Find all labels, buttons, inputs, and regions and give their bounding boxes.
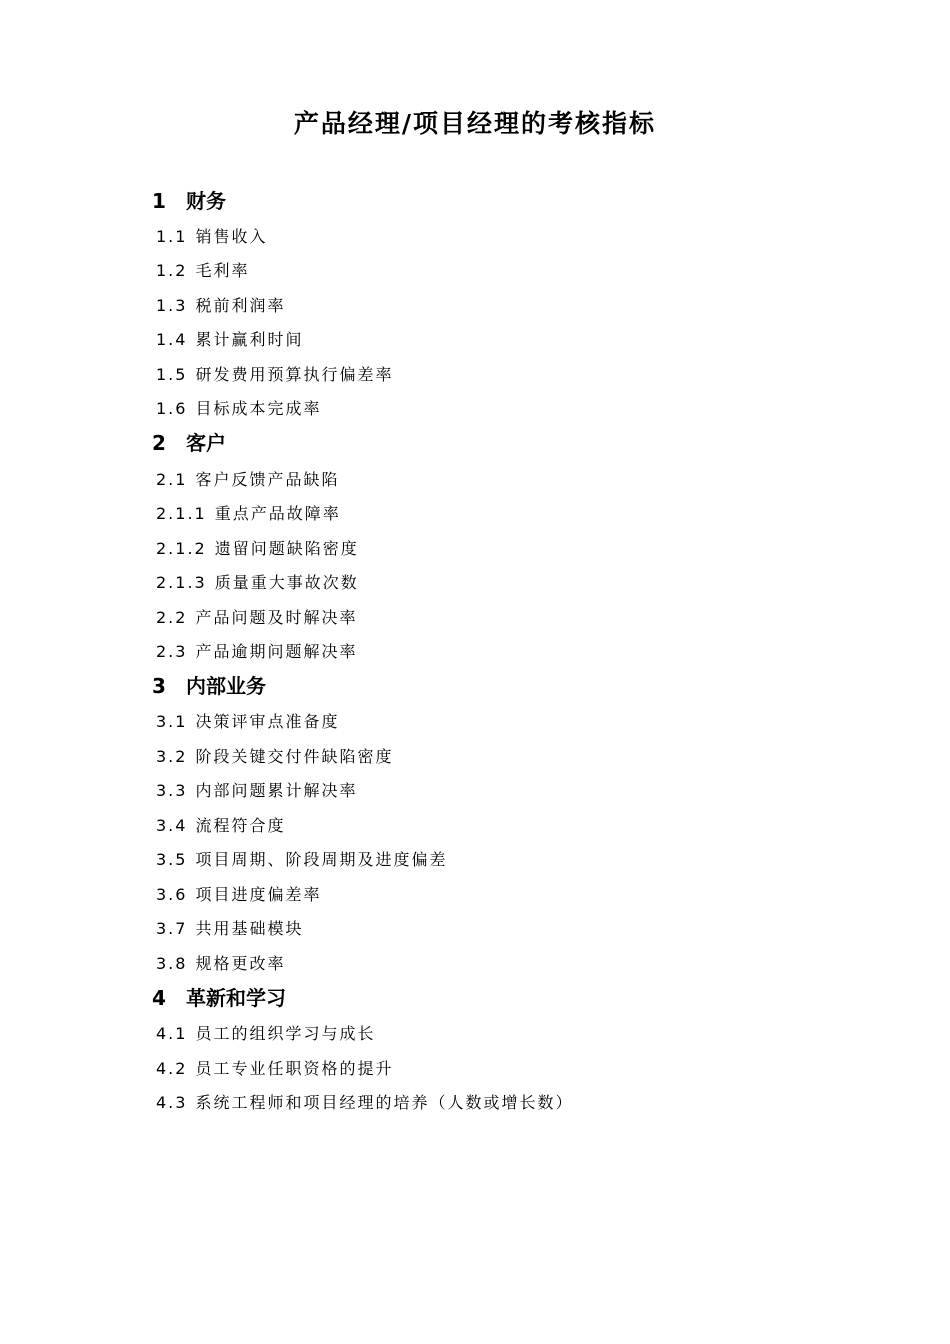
section-label: 内部业务 (186, 674, 266, 698)
item-number: 1.5 (156, 365, 188, 384)
list-item (156, 710, 339, 734)
item-number: 3.4 (156, 816, 188, 835)
item-number: 3.3 (156, 781, 188, 800)
item-number: 2.1 (156, 470, 188, 489)
item-label: 产品逾期问题解决率 (195, 642, 358, 661)
item-label: 遗留问题缺陷密度 (214, 539, 359, 558)
list-item (156, 1057, 393, 1081)
item-label: 产品问题及时解决率 (195, 608, 358, 627)
list-item (156, 1091, 573, 1115)
list-item (156, 259, 249, 283)
item-number: 1.4 (156, 330, 188, 349)
item-label: 内部问题累计解决率 (195, 781, 358, 800)
item-number: 4.1 (156, 1024, 188, 1043)
list-item (156, 537, 359, 561)
section-heading-innovation-learning (152, 984, 286, 1012)
list-item (156, 397, 321, 421)
item-label: 系统工程师和项目经理的培养（人数或增长数） (195, 1093, 574, 1112)
item-label: 毛利率 (195, 261, 250, 280)
list-item (156, 468, 339, 492)
section-label: 革新和学习 (186, 986, 286, 1010)
item-label: 项目进度偏差率 (195, 885, 322, 904)
list-item (156, 848, 447, 872)
item-label: 研发费用预算执行偏差率 (195, 365, 394, 384)
page-title: 产品经理/项目经理的考核指标 (293, 109, 657, 138)
item-label: 目标成本完成率 (195, 399, 322, 418)
item-number: 3.5 (156, 850, 188, 869)
item-label: 员工的组织学习与成长 (195, 1024, 376, 1043)
list-item (156, 779, 357, 803)
section-heading-customer (152, 429, 226, 457)
section-number: 4 (152, 986, 166, 1010)
item-number: 3.2 (156, 747, 188, 766)
item-number: 2.3 (156, 642, 188, 661)
item-number: 3.1 (156, 712, 188, 731)
item-number: 1.3 (156, 296, 188, 315)
item-number: 3.6 (156, 885, 188, 904)
list-item (156, 1022, 375, 1046)
item-number: 4.2 (156, 1059, 188, 1078)
list-item (156, 814, 285, 838)
list-item (156, 328, 303, 352)
item-label: 重点产品故障率 (214, 504, 341, 523)
item-label: 决策评审点准备度 (195, 712, 340, 731)
item-label: 销售收入 (195, 227, 268, 246)
item-number: 2.1.2 (156, 539, 207, 558)
item-number: 1.6 (156, 399, 188, 418)
item-label: 规格更改率 (195, 954, 286, 973)
item-label: 质量重大事故次数 (214, 573, 359, 592)
item-number: 2.1.1 (156, 504, 207, 523)
item-label: 税前利润率 (195, 296, 286, 315)
list-item (156, 606, 357, 630)
item-label: 阶段关键交付件缺陷密度 (195, 747, 394, 766)
section-heading-internal-business (152, 672, 266, 700)
item-number: 1.2 (156, 261, 188, 280)
item-number: 1.1 (156, 227, 188, 246)
item-label: 项目周期、阶段周期及进度偏差 (195, 850, 448, 869)
list-item (156, 883, 321, 907)
section-number: 1 (152, 189, 166, 213)
item-number: 3.7 (156, 919, 188, 938)
section-label: 财务 (186, 189, 226, 213)
item-label: 共用基础模块 (195, 919, 304, 938)
item-number: 3.8 (156, 954, 188, 973)
item-number: 2.1.3 (156, 573, 207, 592)
list-item (156, 363, 393, 387)
item-label: 累计赢利时间 (195, 330, 304, 349)
list-item (156, 640, 357, 664)
list-item (156, 294, 285, 318)
section-heading-finance (152, 187, 226, 215)
list-item (156, 917, 303, 941)
item-number: 4.3 (156, 1093, 188, 1112)
list-item (156, 571, 359, 595)
item-label: 员工专业任职资格的提升 (195, 1059, 394, 1078)
section-number: 2 (152, 431, 166, 455)
list-item (156, 952, 285, 976)
item-number: 2.2 (156, 608, 188, 627)
list-item (156, 225, 267, 249)
section-label: 客户 (186, 431, 226, 455)
section-number: 3 (152, 674, 166, 698)
list-item (156, 745, 393, 769)
item-label: 流程符合度 (195, 816, 286, 835)
list-item (156, 502, 341, 526)
item-label: 客户反馈产品缺陷 (195, 470, 340, 489)
